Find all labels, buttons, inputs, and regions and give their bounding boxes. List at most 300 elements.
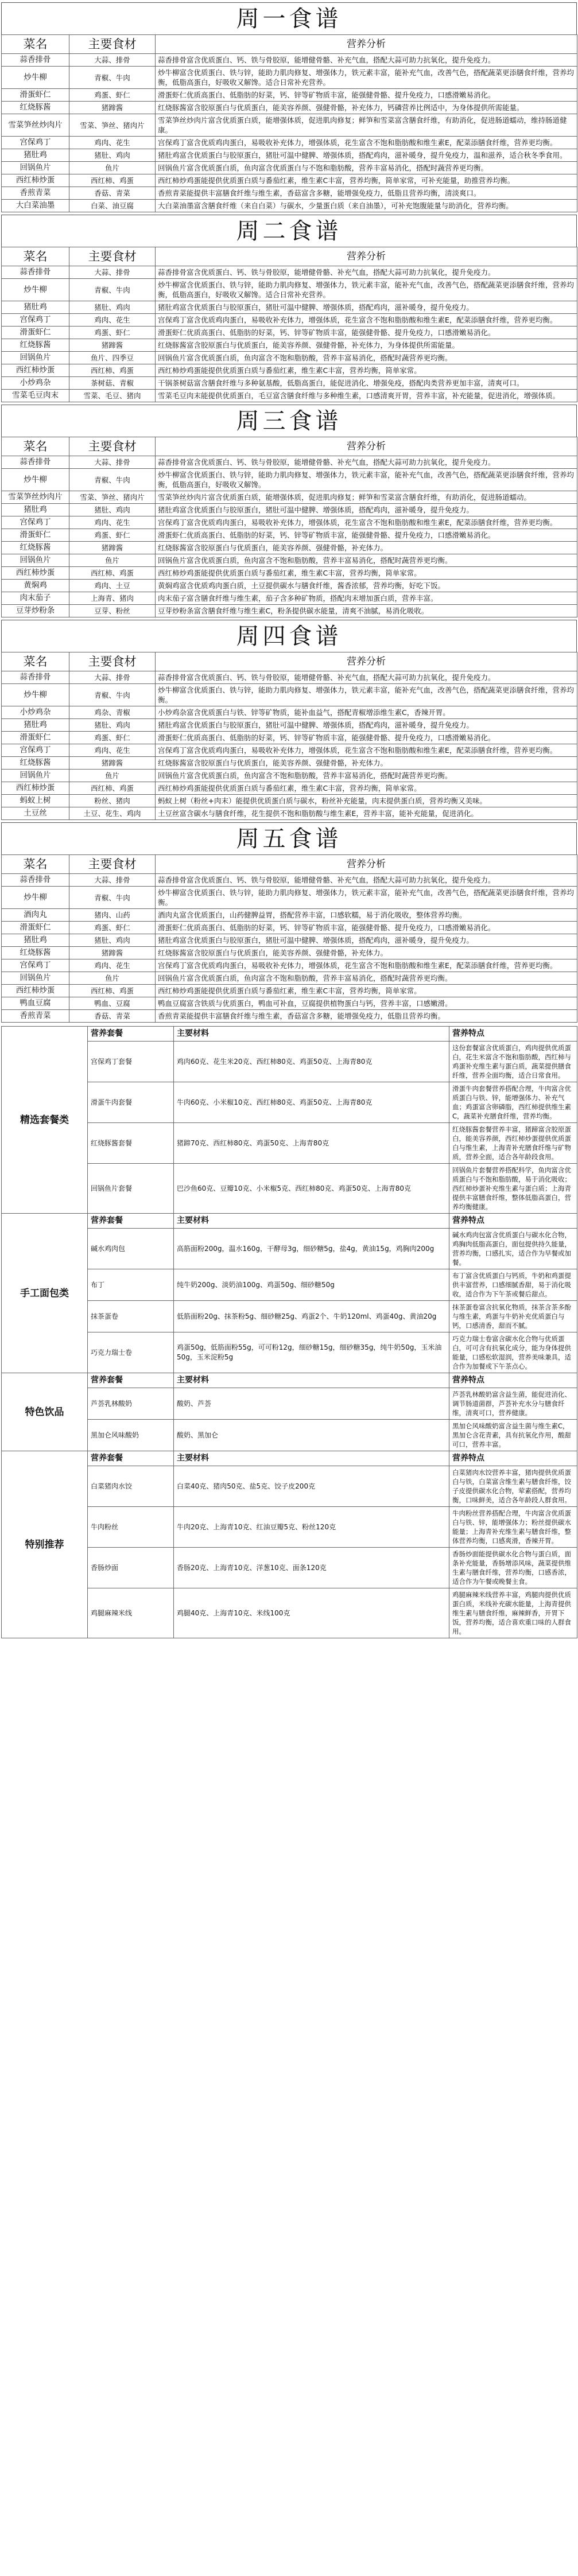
dish-name: 滑蛋虾仁 <box>2 922 69 934</box>
table-row <box>2 542 577 554</box>
dish-ingredients: 白菜、油豆腐 <box>69 200 156 212</box>
dish-ingredients: 猪蹄酱 <box>69 757 156 770</box>
nutrition-analysis: 西红柿炒鸡蛋能提供优质蛋白质与番茄红素，维生素C丰富，营养均衡，简单家常，可补充能量，助推营养均衡。 <box>156 174 577 187</box>
set-row <box>2 1588 577 1638</box>
set-features: 鸡腿麻辣米线营养丰富，鸡腿肉提供优质蛋白质，米线补充碳水能量，上海青提供维生素与膳食纤维，麻辣鲜香，开胃下饭，营养均衡，适合喜欢重口味的人群食用。 <box>449 1588 577 1638</box>
nutrition-analysis: 蒜香排骨富含优质蛋白、钙、铁与骨胶原，能增健骨骼、补充气血，搭配大蒜可助力抗氧化，提升免疫力。 <box>156 671 577 684</box>
week-title: 周三食谱 <box>1 405 577 437</box>
set-features: 布丁富含优质蛋白与钙质，牛奶和鸡蛋提供丰富营养，口感细腻香甜，易于消化吸收，适合作为下午茶或餐后甜点。 <box>449 1269 577 1301</box>
nutrition-analysis: 酒肉丸富含优质蛋白，山药健脾益胃，搭配营养丰富，口感软糯，易于消化吸收，整体营养均衡。 <box>156 909 577 922</box>
dish-ingredients: 鸡蛋、虾仁 <box>69 89 156 102</box>
dish-ingredients: 猪肚、鸡肉 <box>69 301 156 314</box>
dish-ingredients: 鸡肉、花生 <box>69 314 156 327</box>
dish-name: 蒜香排骨 <box>2 671 69 684</box>
set-features: 滑蛋牛肉套餐营养搭配合理，牛肉富含优质蛋白与铁、锌，能增强体力、补充气血；鸡蛋富含卵磷脂，西红柿提供维生素C，蔬菜补充膳食纤维，营养均衡。 <box>449 1082 577 1123</box>
dish-ingredients: 鸡肉、花生 <box>69 516 156 529</box>
dish-ingredients: 大蒜、排骨 <box>69 456 156 469</box>
dish-ingredients: 猪肚、鸡肉 <box>69 149 156 162</box>
dish-ingredients: 鱼片 <box>69 162 156 174</box>
nutrition-analysis: 红烧豚酱富含胶原蛋白与优质蛋白，能美容养颜、强健骨骼，补充体力，钙磷营养比例适中，为身体提供所需能量。 <box>156 102 577 114</box>
dish-ingredients: 西红柿、鸡蛋 <box>69 567 156 580</box>
dish-name: 小炒鸡杂 <box>2 706 69 719</box>
set-name: 回锅鱼片套餐 <box>88 1164 174 1214</box>
week-title: 周四食谱 <box>1 620 577 652</box>
nutrition-analysis: 雪菜笋丝炒肉片富含优质蛋白质，能增强体质，促进肌肉修复；鲜笋和雪菜富含膳食纤维，有助消化，促进肠道蠕动。 <box>156 491 577 504</box>
dish-name: 猪肚鸡 <box>2 301 69 314</box>
table-row <box>2 149 577 162</box>
table-row <box>2 934 577 947</box>
table-row <box>2 997 577 1010</box>
nutrition-analysis: 西红柿炒鸡蛋能提供优质蛋白质与番茄红素，维生素C丰富，营养均衡，简单家常。 <box>156 985 577 997</box>
table-header-row <box>2 437 577 456</box>
nutrition-analysis: 豆芽炒粉条富含膳食纤维与维生素C，粉条提供碳水能量，清爽不油腻，易消化吸收。 <box>156 605 577 617</box>
table-row <box>2 770 577 782</box>
dish-name: 香煎青菜 <box>2 1010 69 1023</box>
dish-ingredients: 猪肚、鸡肉 <box>69 934 156 947</box>
nutrition-analysis: 香煎青菜能提供丰富膳食纤维与维生素，香菇富含多糖，能增强免疫力，低脂且营养均衡，清淡爽口。 <box>156 187 577 200</box>
nutrition-analysis: 大白菜油墨富含膳食纤维（来自白菜）与碳水，少量蛋白质（来自油墨），可补充饱腹能量与助消化，营养均衡。 <box>156 200 577 212</box>
week-menu-block <box>1 215 577 402</box>
dish-name: 宫保鸡丁 <box>2 744 69 757</box>
dish-ingredients: 大蒜、排骨 <box>69 266 156 279</box>
set-features: 巧克力瑞士卷富含碳水化合物与优质蛋白，可可含有抗氧化成分，能为身体提供能量，口感松软湿润，营养美味兼具，适合作为加餐或下午茶点心。 <box>449 1332 577 1373</box>
nutrition-analysis: 猪肚鸡富含优质蛋白与胶原蛋白，猪肚可温中健脾、增强体质，搭配鸡肉，滋补暖身，提升免疫力。 <box>156 719 577 732</box>
set-row <box>2 1042 577 1082</box>
dish-ingredients: 豆芽、粉丝 <box>69 605 156 617</box>
dish-ingredients: 鸡蛋、虾仁 <box>69 732 156 744</box>
set-column-header: 主要材料 <box>174 1214 449 1229</box>
column-header: 菜名 <box>2 437 69 456</box>
dish-name: 回锅鱼片 <box>2 770 69 782</box>
table-row <box>2 554 577 567</box>
dish-name: 蒜香排骨 <box>2 54 69 67</box>
week-menu-table <box>1 652 577 820</box>
dish-name: 红烧豚酱 <box>2 542 69 554</box>
set-materials: 猪蹄70克、西红柿80克、鸡蛋50克、上海青80克 <box>174 1123 449 1164</box>
column-header: 营养分析 <box>156 855 577 874</box>
dish-ingredients: 鱼片、四季豆 <box>69 352 156 364</box>
column-header: 营养分析 <box>156 652 577 671</box>
column-header: 菜名 <box>2 35 69 54</box>
week-menu-table <box>1 247 577 402</box>
set-row <box>2 1507 577 1548</box>
week-title: 周二食谱 <box>1 215 577 247</box>
set-row <box>2 1164 577 1214</box>
table-row <box>2 266 577 279</box>
nutrition-analysis: 猪肚鸡富含优质蛋白与胶原蛋白，猪肚可温中健脾、增强体质，搭配鸡肉，滋补暖身，提升免疫力，温和滋养，适合秋冬季食用。 <box>156 149 577 162</box>
dish-name: 宫保鸡丁 <box>2 137 69 149</box>
table-row <box>2 744 577 757</box>
table-row <box>2 279 577 301</box>
nutrition-analysis: 宫保鸡丁富含优质鸡肉蛋白，易吸收补充体力，增强体质，花生富含不饱和脂肪酸和维生素E，配菜添膳食纤维，营养更均衡。 <box>156 314 577 327</box>
set-features: 牛肉粉丝营养搭配合理，牛肉富含优质蛋白与铁、锌，能增强体力；粉丝提供碳水能量；上海青补充维生素与膳食纤维，整体营养均衡，口感爽滑，香辣开胃。 <box>449 1507 577 1548</box>
set-row <box>2 1301 577 1332</box>
column-header: 菜名 <box>2 855 69 874</box>
dish-ingredients: 西红柿、鸡蛋 <box>69 985 156 997</box>
set-materials: 高筋面粉200g，温水160g，干酵母3g，细砂糖5g，盐4g，黄油15g，鸡胸肉200g <box>174 1229 449 1269</box>
table-row <box>2 67 577 89</box>
table-row <box>2 706 577 719</box>
dish-ingredients: 猪蹄酱 <box>69 542 156 554</box>
dish-ingredients: 上海青、猪肉 <box>69 592 156 605</box>
dish-name: 炒牛柳 <box>2 279 69 301</box>
nutrition-analysis: 红烧豚酱富含胶原蛋白与优质蛋白，能美容养颜、强健骨骼，补充体力。 <box>156 542 577 554</box>
week-menu-block <box>1 822 577 1023</box>
dish-name: 酒肉丸 <box>2 909 69 922</box>
table-row <box>2 102 577 114</box>
set-materials: 鸡蛋50g，低筋面粉55g，可可粉12g，细砂糖15g，细砂糖35g，纯牛奶50g，玉米油50g，玉米淀粉5g <box>174 1332 449 1373</box>
set-materials: 牛肉60克、小米椒10克、西红柿80克、鸡蛋50克、上海青80克 <box>174 1082 449 1123</box>
set-column-header: 营养特点 <box>449 1027 577 1042</box>
nutrition-analysis: 蒜香排骨富含优质蛋白、钙、铁与骨胶原，能增健骨骼、补充气血，搭配大蒜可助力抗氧化，提升免疫力。 <box>156 456 577 469</box>
dish-name: 西红柿炒蛋 <box>2 782 69 795</box>
set-category: 手工面包类 <box>2 1214 88 1373</box>
dish-name: 猪肚鸡 <box>2 934 69 947</box>
nutrition-analysis: 滑蛋虾仁优质高蛋白、低脂肪的好菜，钙、锌等矿物质丰富，能强健骨骼、提升免疫力，口感滑嫩易消化。 <box>156 529 577 542</box>
table-row <box>2 187 577 200</box>
dish-name: 猪肚鸡 <box>2 719 69 732</box>
table-row <box>2 807 577 820</box>
table-row <box>2 301 577 314</box>
dish-ingredients: 青椒、牛肉 <box>69 469 156 491</box>
set-features: 这份套餐富含优质蛋白，鸡肉提供优质蛋白，花生米富含不饱和脂肪酸，西红柿与鸡蛋补充维生素与蛋白质，蔬菜提供膳食纤维，营养全面均衡，适合日常食用。 <box>449 1042 577 1082</box>
set-column-header: 营养套餐 <box>88 1373 174 1388</box>
set-meal-table <box>1 1026 577 1638</box>
table-row <box>2 314 577 327</box>
nutrition-analysis: 红烧豚酱富含胶原蛋白与优质蛋白，能美容养颜、强健骨骼，补充体力。 <box>156 757 577 770</box>
table-row <box>2 684 577 706</box>
table-row <box>2 529 577 542</box>
dish-name: 大白菜油墨 <box>2 200 69 212</box>
set-name: 碱水鸡肉包 <box>88 1229 174 1269</box>
set-features: 抹茶蛋卷富含抗氧化物质，抹茶含茶多酚与维生素，鸡蛋与牛奶补充优质蛋白与钙，口感清香，甜而不腻。 <box>449 1301 577 1332</box>
set-name: 黑加仑风味酸奶 <box>88 1420 174 1451</box>
dish-name: 滑蛋虾仁 <box>2 529 69 542</box>
table-row <box>2 732 577 744</box>
dish-name: 雪菜笋丝炒肉片 <box>2 114 69 137</box>
nutrition-analysis: 回锅鱼片富含优质蛋白质，鱼肉富含不饱和脂肪酸，营养丰富易消化，搭配时蔬营养更均衡。 <box>156 554 577 567</box>
dish-name: 滑蛋虾仁 <box>2 89 69 102</box>
dish-ingredients: 猪蹄酱 <box>69 339 156 352</box>
dish-name: 回锅鱼片 <box>2 554 69 567</box>
dish-name: 宫保鸡丁 <box>2 959 69 972</box>
week-menu-block <box>1 620 577 820</box>
dish-name: 红烧豚酱 <box>2 102 69 114</box>
table-row <box>2 504 577 516</box>
dish-name: 豆芽炒粉条 <box>2 605 69 617</box>
set-row <box>2 1388 577 1420</box>
week-menu-table <box>1 34 577 212</box>
nutrition-analysis: 宫保鸡丁富含优质鸡肉蛋白，易吸收补充体力，增强体质，花生富含不饱和脂肪酸和维生素E，配菜添膳食纤维，营养更均衡。 <box>156 137 577 149</box>
set-name: 香肠炒面 <box>88 1548 174 1588</box>
dish-ingredients: 鸡杂、青椒 <box>69 706 156 719</box>
set-column-header: 营养特点 <box>449 1214 577 1229</box>
nutrition-analysis: 香煎青菜能提供丰富膳食纤维与维生素，香菇富含多糖，能增强免疫力，低脂且营养均衡。 <box>156 1010 577 1023</box>
table-row <box>2 719 577 732</box>
set-row <box>2 1332 577 1373</box>
table-row <box>2 985 577 997</box>
dish-name: 宫保鸡丁 <box>2 314 69 327</box>
set-column-header: 营养特点 <box>449 1373 577 1388</box>
column-header: 主要食材 <box>69 652 156 671</box>
set-materials: 牛肉20克、上海青10克、红油豆瓣5克、粉丝120克 <box>174 1507 449 1548</box>
table-row <box>2 377 577 390</box>
dish-ingredients: 大蒜、排骨 <box>69 874 156 887</box>
dish-ingredients: 猪肚、鸡肉 <box>69 504 156 516</box>
dish-name: 肉末茄子 <box>2 592 69 605</box>
set-features: 芦荟乳林酸奶富含益生菌，能促进消化、调节肠道菌群，芦荟补充水分与膳食纤维，清爽可口，营养健康。 <box>449 1388 577 1420</box>
dish-ingredients: 雪菜、笋丝、猪肉片 <box>69 114 156 137</box>
table-row <box>2 456 577 469</box>
dish-name: 回锅鱼片 <box>2 972 69 985</box>
set-category: 特别推荐 <box>2 1451 88 1638</box>
dish-ingredients: 猪蹄酱 <box>69 102 156 114</box>
set-materials: 鸡腿40克、上海青10克、米线100克 <box>174 1588 449 1638</box>
dish-ingredients: 大蒜、排骨 <box>69 54 156 67</box>
set-features: 碱水鸡肉包富含优质蛋白与碳水化合物，鸡胸肉低脂高蛋白，面包提供持久能量，营养均衡，口感扎实，适合作为早餐或加餐。 <box>449 1229 577 1269</box>
nutrition-analysis: 雪菜毛豆肉末能提供优质蛋白，毛豆富含膳食纤维与多种维生素，口感清爽开胃，营养丰富，补充能量，促进消化，增强体质。 <box>156 390 577 402</box>
table-row <box>2 327 577 339</box>
table-row <box>2 200 577 212</box>
set-features: 香肠炒面能提供碳水化合物与蛋白质，面条补充能量，香肠增添风味，蔬菜提供维生素与膳食纤维，营养均衡，口感香浓，适合作为午餐或晚餐主食。 <box>449 1548 577 1588</box>
table-row <box>2 959 577 972</box>
table-header-row <box>2 855 577 874</box>
dish-ingredients: 鸡蛋、虾仁 <box>69 922 156 934</box>
dish-ingredients: 猪肚、鸡肉 <box>69 719 156 732</box>
nutrition-analysis: 宫保鸡丁富含优质鸡肉蛋白，易吸收补充体力，增强体质，花生富含不饱和脂肪酸和维生素E，配菜添膳食纤维，营养更均衡。 <box>156 516 577 529</box>
table-header-row <box>2 652 577 671</box>
set-row <box>2 1123 577 1164</box>
dish-ingredients: 鸭血、豆腐 <box>69 997 156 1010</box>
dish-name: 黄焖鸡 <box>2 580 69 592</box>
table-row <box>2 795 577 807</box>
set-name: 滑蛋牛肉套餐 <box>88 1082 174 1123</box>
table-header-row <box>2 247 577 266</box>
nutrition-analysis: 宫保鸡丁富含优质鸡肉蛋白，易吸收补充体力，增强体质，花生富含不饱和脂肪酸和维生素E，配菜添膳食纤维，营养更均衡。 <box>156 959 577 972</box>
set-features: 黑加仑风味酸奶富含益生菌与维生素C，黑加仑含花青素，具有抗氧化作用，酸甜可口，营养丰富。 <box>449 1420 577 1451</box>
dish-name: 猪肚鸡 <box>2 504 69 516</box>
set-features: 白菜猪肉水饺营养丰富，猪肉提供优质蛋白与铁，白菜富含维生素与膳食纤维，饺子皮提供碳水化合物，荤素搭配，营养均衡，口味鲜美，适合各年龄段人群食用。 <box>449 1466 577 1507</box>
dish-ingredients: 雪菜、毛豆、猪肉 <box>69 390 156 402</box>
dish-name: 炒牛柳 <box>2 684 69 706</box>
table-row <box>2 592 577 605</box>
dish-name: 香煎青菜 <box>2 187 69 200</box>
dish-name: 回锅鱼片 <box>2 352 69 364</box>
table-row <box>2 89 577 102</box>
set-header-row <box>2 1214 577 1229</box>
nutrition-analysis: 雪菜笋丝炒肉片富含优质蛋白质，能增强体质，促进肌肉修复；鲜笋和雪菜富含膳食纤维，有助消化，促进肠道蠕动，维持肠道健康。 <box>156 114 577 137</box>
week-menu-table <box>1 437 577 617</box>
dish-ingredients: 鸡肉、花生 <box>69 744 156 757</box>
column-header: 主要食材 <box>69 247 156 266</box>
set-header-row <box>2 1027 577 1042</box>
set-name: 芦荟乳林酸奶 <box>88 1388 174 1420</box>
column-header: 菜名 <box>2 652 69 671</box>
nutrition-analysis: 炒牛柳富含优质蛋白、铁与锌，能助力肌肉修复、增强体力，铁元素丰富，能补充气血，改善气色，搭配蔬菜更添膳食纤维，营养均衡。 <box>156 887 577 909</box>
dish-ingredients: 青椒、牛肉 <box>69 684 156 706</box>
set-materials: 酸奶、黑加仑 <box>174 1420 449 1451</box>
nutrition-analysis: 宫保鸡丁富含优质鸡肉蛋白，易吸收补充体力，增强体质，花生富含不饱和脂肪酸和维生素E，配菜添膳食纤维，营养更均衡。 <box>156 744 577 757</box>
set-features: 回锅鱼片套餐营养搭配科学，鱼肉富含优质蛋白与不饱和脂肪酸，易于消化吸收；西红柿炒蛋补充维生素与蛋白质；上海青提供丰富膳食纤维，整体低脂高蛋白，营养均衡健康。 <box>449 1164 577 1214</box>
nutrition-analysis: 黄焖鸡富含优质鸡肉蛋白质，土豆提供碳水与膳食纤维，酱香浓郁，营养均衡，好吃下饭。 <box>156 580 577 592</box>
dish-name: 鸭血豆腐 <box>2 997 69 1010</box>
set-column-header: 营养套餐 <box>88 1027 174 1042</box>
nutrition-analysis: 小炒鸡杂富含优质蛋白与铁、锌等矿物质，能补血益气，搭配青椒增添维生素C，香辣开胃。 <box>156 706 577 719</box>
set-row <box>2 1466 577 1507</box>
set-category: 精选套餐类 <box>2 1027 88 1214</box>
table-row <box>2 174 577 187</box>
week-title: 周一食谱 <box>1 2 577 34</box>
set-name: 牛肉粉丝 <box>88 1507 174 1548</box>
dish-ingredients: 香菇、青菜 <box>69 1010 156 1023</box>
dish-name: 滑蛋虾仁 <box>2 327 69 339</box>
nutrition-analysis: 猪肚鸡富含优质蛋白与胶原蛋白，猪肚可温中健脾、增强体质，搭配鸡肉，滋补暖身，提升免疫力。 <box>156 504 577 516</box>
column-header: 营养分析 <box>156 437 577 456</box>
table-row <box>2 909 577 922</box>
set-name: 鸡腿麻辣米线 <box>88 1588 174 1638</box>
dish-ingredients: 鱼片 <box>69 770 156 782</box>
set-column-header: 营养套餐 <box>88 1451 174 1466</box>
nutrition-analysis: 干锅茶树菇富含膳食纤维与多种氨基酸，低脂高蛋白，能促进消化、增强免疫，搭配肉类营养更加丰富，清爽可口。 <box>156 377 577 390</box>
nutrition-analysis: 滑蛋虾仁优质高蛋白、低脂肪的好菜，钙、锌等矿物质丰富，能强健骨骼、提升免疫力，口感滑嫩易消化。 <box>156 922 577 934</box>
set-column-header: 营养特点 <box>449 1451 577 1466</box>
set-features: 红烧豚酱套餐营养丰富，猪蹄富含胶原蛋白，能美容养颜，西红柿炒蛋提供优质蛋白与维生素，上海青补充膳食纤维与矿物质，营养全面，适合各年龄段食用。 <box>449 1123 577 1164</box>
table-row <box>2 114 577 137</box>
nutrition-analysis: 炒牛柳富含优质蛋白、铁与锌，能助力肌肉修复、增强体力，铁元素丰富，能补充气血，改善气色，搭配蔬菜更添膳食纤维，营养均衡，低脂高蛋白，好吸收又解馋。适合日常补充营养。 <box>156 67 577 89</box>
set-materials: 酸奶、芦荟 <box>174 1388 449 1420</box>
dish-name: 雪菜笋丝炒肉片 <box>2 491 69 504</box>
nutrition-analysis: 回锅鱼片富含优质蛋白质，鱼肉富含不饱和脂肪酸，营养丰富易消化，搭配时蔬营养更均衡。 <box>156 770 577 782</box>
week-title: 周五食谱 <box>1 822 577 854</box>
dish-ingredients: 鸡蛋、虾仁 <box>69 327 156 339</box>
set-name: 白菜猪肉水饺 <box>88 1466 174 1507</box>
table-row <box>2 567 577 580</box>
dish-name: 红烧豚酱 <box>2 947 69 959</box>
set-name: 红烧豚酱套餐 <box>88 1123 174 1164</box>
nutrition-analysis: 回锅鱼片富含优质蛋白质，鱼肉富含优质蛋白与不饱和脂肪酸，营养丰富易消化，搭配时蔬营养更均衡。 <box>156 162 577 174</box>
set-header-row <box>2 1451 577 1466</box>
set-row <box>2 1269 577 1301</box>
nutrition-analysis: 猪肚鸡富含优质蛋白与胶原蛋白，猪肚可温中健脾、增强体质，搭配鸡肉，滋补暖身，提升免疫力。 <box>156 934 577 947</box>
dish-ingredients: 大蒜、排骨 <box>69 671 156 684</box>
set-materials: 巴沙鱼60克、豆瓣10克、小米椒5克、西红柿80克、鸡蛋50克、上海青80克 <box>174 1164 449 1214</box>
table-row <box>2 605 577 617</box>
dish-name: 猪肚鸡 <box>2 149 69 162</box>
nutrition-analysis: 鸭血豆腐富含铁质与优质蛋白，鸭血可补血，豆腐提供植物蛋白与钙，营养丰富，口感嫩滑。 <box>156 997 577 1010</box>
dish-name: 西红柿炒蛋 <box>2 174 69 187</box>
nutrition-analysis: 回锅鱼片富含优质蛋白质，鱼肉富含不饱和脂肪酸，营养丰富易消化，搭配时蔬营养更均衡。 <box>156 972 577 985</box>
set-row <box>2 1229 577 1269</box>
weekly-menus <box>1 2 577 1023</box>
table-row <box>2 390 577 402</box>
dish-ingredients: 鸡肉、土豆 <box>69 580 156 592</box>
table-row <box>2 469 577 491</box>
dish-ingredients: 雪菜、笋丝、猪肉片 <box>69 491 156 504</box>
dish-name: 蒜香排骨 <box>2 456 69 469</box>
set-materials: 低筋面粉20g、抹茶粉5g、细砂糖25g、鸡蛋2个、牛奶120ml、鸡蛋40g、黄油20g <box>174 1301 449 1332</box>
dish-ingredients: 茶树菇、青椒 <box>69 377 156 390</box>
dish-ingredients: 鸡肉、花生 <box>69 959 156 972</box>
set-name: 巧克力瑞士卷 <box>88 1332 174 1373</box>
table-row <box>2 339 577 352</box>
dish-name: 回锅鱼片 <box>2 162 69 174</box>
column-header: 营养分析 <box>156 35 577 54</box>
nutrition-analysis: 西红柿炒鸡蛋能提供优质蛋白质与番茄红素，维生素C丰富，营养均衡，简单家常。 <box>156 567 577 580</box>
dish-ingredients: 土豆、花生、鸡肉 <box>69 807 156 820</box>
dish-name: 红烧豚酱 <box>2 757 69 770</box>
nutrition-analysis: 蒜香排骨富含优质蛋白、钙、铁与骨胶原，能增健骨骼、补充气血，搭配大蒜可助力抗氧化，提升免疫力。 <box>156 54 577 67</box>
set-materials: 鸡肉60克、花生米20克、西红柿80克、鸡蛋50克、上海青80克 <box>174 1042 449 1082</box>
set-category: 特色饮品 <box>2 1373 88 1451</box>
set-materials: 香肠20克、上海青10克、洋葱10克、面条120克 <box>174 1548 449 1588</box>
dish-ingredients: 猪肉、山药 <box>69 909 156 922</box>
table-row <box>2 972 577 985</box>
nutrition-analysis: 滑蛋虾仁优质高蛋白、低脂肪的好菜，钙、锌等矿物质丰富，能强健骨骼、提升免疫力，口感滑嫩易消化。 <box>156 89 577 102</box>
dish-ingredients: 香菇、青菜 <box>69 187 156 200</box>
dish-name: 炒牛柳 <box>2 469 69 491</box>
nutrition-analysis: 滑蛋虾仁优质高蛋白、低脂肪的好菜，钙、锌等矿物质丰富，能强健骨骼、提升免疫力，口感滑嫩易消化。 <box>156 327 577 339</box>
column-header: 主要食材 <box>69 855 156 874</box>
nutrition-analysis: 土豆丝富含碳水与膳食纤维，花生提供不饱和脂肪酸与维生素E，营养丰富，能补充能量，促进消化。 <box>156 807 577 820</box>
dish-name: 宫保鸡丁 <box>2 516 69 529</box>
dish-name: 炒牛柳 <box>2 887 69 909</box>
table-row <box>2 757 577 770</box>
table-row <box>2 162 577 174</box>
table-row <box>2 887 577 909</box>
dish-ingredients: 猪蹄酱 <box>69 947 156 959</box>
nutrition-analysis: 炒牛柳富含优质蛋白、铁与锌，能助力肌肉修复、增强体力，铁元素丰富，能补充气血，改善气色，搭配蔬菜更添膳食纤维，营养均衡。 <box>156 684 577 706</box>
table-row <box>2 782 577 795</box>
dish-ingredients: 青椒、牛肉 <box>69 67 156 89</box>
table-row <box>2 54 577 67</box>
nutrition-analysis: 西红柿炒鸡蛋能提供优质蛋白质与番茄红素，维生素C丰富，营养均衡，简单家常。 <box>156 364 577 377</box>
dish-name: 红烧豚酱 <box>2 339 69 352</box>
dish-name: 小炒鸡杂 <box>2 377 69 390</box>
nutrition-analysis: 炒牛柳富含优质蛋白、铁与锌，能助力肌肉修复、增强体力，铁元素丰富，能补充气血，改善气色，搭配蔬菜更添膳食纤维，营养均衡，低脂高蛋白，好吸收又解馋。适合日常补充营养。 <box>156 279 577 301</box>
column-header: 主要食材 <box>69 35 156 54</box>
dish-name: 西红柿炒蛋 <box>2 364 69 377</box>
dish-name: 蒜香排骨 <box>2 266 69 279</box>
week-menu-block <box>1 405 577 617</box>
set-column-header: 主要材料 <box>174 1373 449 1388</box>
dish-ingredients: 西红柿、鸡蛋 <box>69 782 156 795</box>
table-row <box>2 947 577 959</box>
dish-ingredients: 西红柿、鸡蛋 <box>69 174 156 187</box>
set-column-header: 主要材料 <box>174 1027 449 1042</box>
dish-ingredients: 鱼片 <box>69 972 156 985</box>
set-row <box>2 1548 577 1588</box>
nutrition-analysis: 西红柿炒鸡蛋能提供优质蛋白质与番茄红素，维生素C丰富，营养均衡，简单家常。 <box>156 782 577 795</box>
set-header-row <box>2 1373 577 1388</box>
table-row <box>2 1010 577 1023</box>
set-materials: 纯牛奶200g、淡奶油100g、鸡蛋50g、细砂糖50g <box>174 1269 449 1301</box>
week-menu-table <box>1 854 577 1023</box>
nutrition-analysis: 猪肚鸡富含优质蛋白与胶原蛋白，猪肚可温中健脾、增强体质，搭配鸡肉，滋补暖身，提升免疫力。 <box>156 301 577 314</box>
column-header: 菜名 <box>2 247 69 266</box>
set-name: 布丁 <box>88 1269 174 1301</box>
set-column-header: 主要材料 <box>174 1451 449 1466</box>
table-row <box>2 137 577 149</box>
dish-name: 西红柿炒蛋 <box>2 567 69 580</box>
dish-ingredients: 青椒、牛肉 <box>69 279 156 301</box>
dish-name: 蚂蚁上树 <box>2 795 69 807</box>
nutrition-analysis: 回锅鱼片富含优质蛋白质，鱼肉富含不饱和脂肪酸，营养丰富易消化，搭配时蔬营养更均衡。 <box>156 352 577 364</box>
table-row <box>2 364 577 377</box>
table-row <box>2 491 577 504</box>
table-row <box>2 874 577 887</box>
dish-name: 土豆丝 <box>2 807 69 820</box>
week-menu-block <box>1 2 577 212</box>
